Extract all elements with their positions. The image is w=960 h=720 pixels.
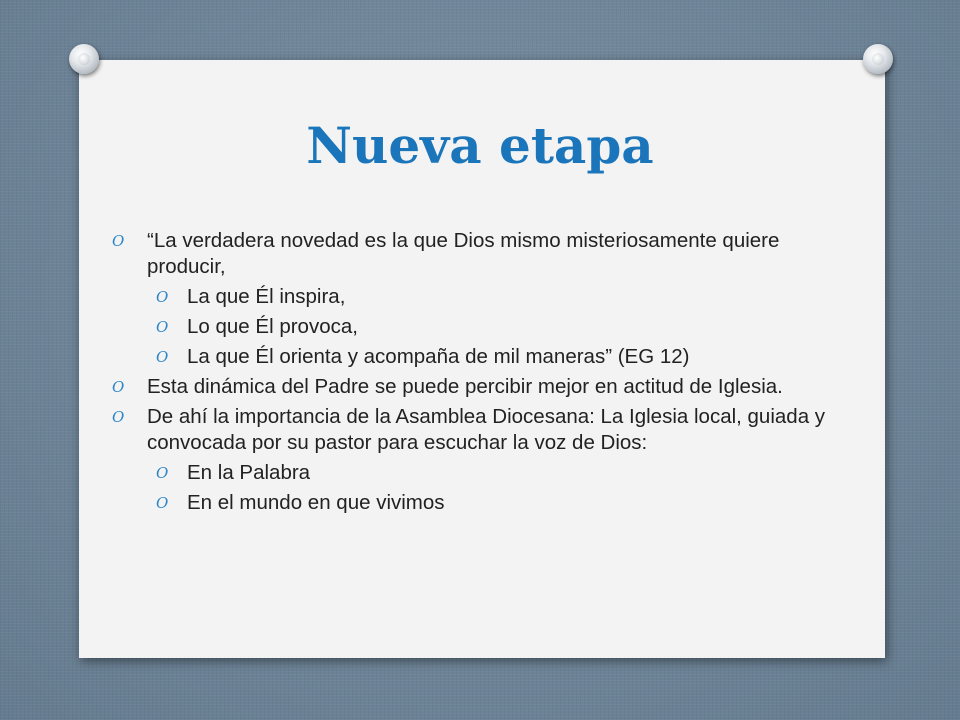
bullet-icon: O: [156, 318, 169, 336]
bullet-item: [112, 228, 852, 280]
pushpin-icon: [863, 44, 893, 74]
bullet-text: “La verdadera novedad es la que Dios mismo misteriosamente quiere producir,: [147, 229, 780, 278]
sub-bullet-item: [112, 460, 852, 486]
bullet-list: [112, 228, 852, 520]
bullet-icon: O: [156, 288, 169, 306]
sub-bullet-item: [112, 344, 852, 370]
bullet-text: En el mundo en que vivimos: [187, 491, 445, 514]
bullet-text: Lo que Él provoca,: [187, 315, 358, 338]
bullet-item: [112, 404, 852, 456]
bullet-icon: O: [156, 464, 169, 482]
bullet-text: De ahí la importancia de la Asamblea Diocesana: La Iglesia local, guiada y convocada por su pastor para escuchar la voz de Dios:: [147, 405, 826, 454]
sub-bullet-item: [112, 314, 852, 340]
bullet-text: La que Él orienta y acompaña de mil maneras” (EG 12): [187, 345, 690, 368]
slide-title: Nueva etapa: [306, 116, 654, 175]
bullet-icon: O: [156, 494, 169, 512]
bullet-text: En la Palabra: [187, 461, 311, 484]
bullet-text: La que Él inspira,: [187, 285, 346, 308]
sub-bullet-item: [112, 490, 852, 516]
sub-bullet-item: [112, 284, 852, 310]
bullet-text: Esta dinámica del Padre se puede percibir mejor en actitud de Iglesia.: [147, 375, 783, 398]
bullet-item: [112, 374, 852, 400]
bullet-icon: O: [112, 408, 125, 426]
bullet-icon: O: [112, 378, 125, 396]
bullet-icon: O: [112, 232, 125, 250]
bullet-icon: O: [156, 348, 169, 366]
pushpin-icon: [69, 44, 99, 74]
